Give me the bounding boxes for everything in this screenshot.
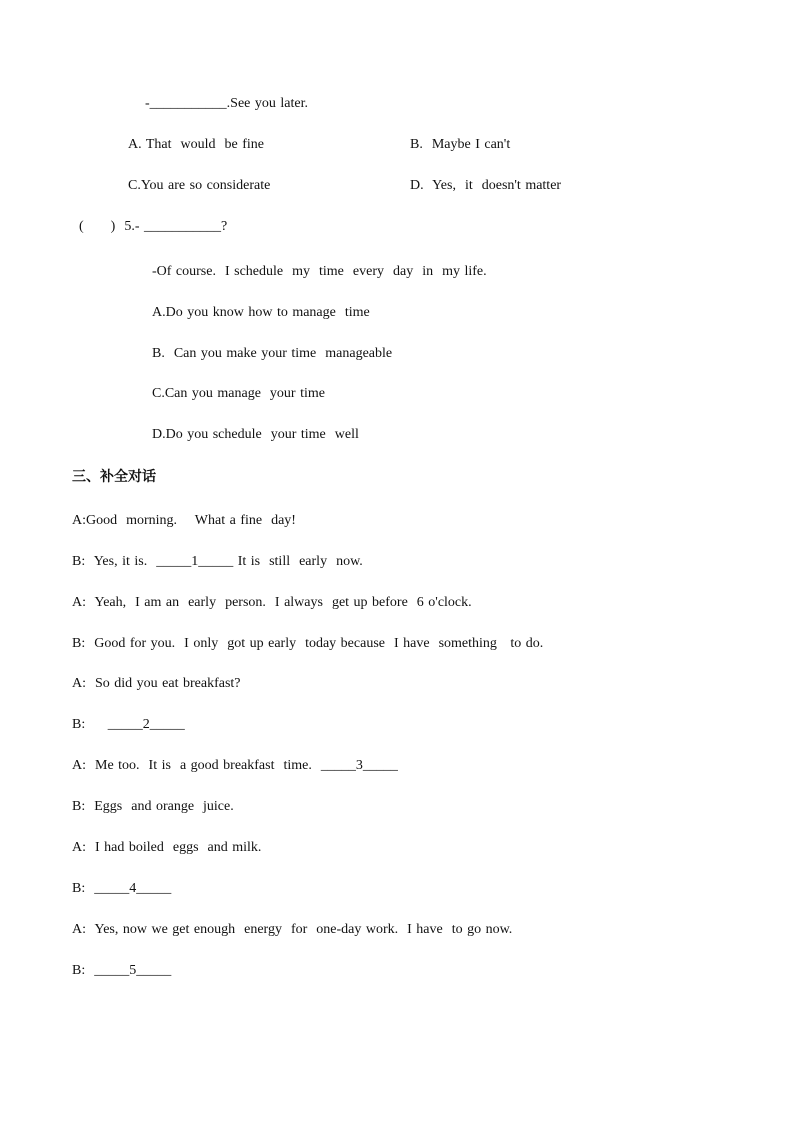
dialogue-line: B: Good for you. I only got up early today because I have something to do. (72, 636, 544, 651)
q4-reply: -___________.See you later. (145, 96, 308, 111)
dialogue-line: A: Yes, now we get enough energy for one-day work. I have to go now. (72, 922, 513, 937)
q4-option-b: B. Maybe I can't (410, 137, 511, 152)
dialogue-line: A: I had boiled eggs and milk. (72, 840, 262, 855)
dialogue-line: B: Eggs and orange juice. (72, 799, 234, 814)
dialogue-line: A: Yeah, I am an early person. I always get up before 6 o'clock. (72, 595, 472, 610)
dialogue-line: B: _____5_____ (72, 963, 172, 978)
section-heading: 三、补全对话 (72, 469, 156, 485)
dialogue-line: A:Good morning. What a fine day! (72, 513, 296, 528)
q5-option-b: B. Can you make your time manageable (152, 346, 393, 361)
q5-reply: -Of course. I schedule my time every day in my life. (152, 264, 487, 279)
q5-option-d: D.Do you schedule your time well (152, 427, 359, 442)
q4-option-a: A. That would be fine (128, 137, 264, 152)
q4-option-c: C.You are so considerate (128, 178, 271, 193)
q5-stem: ( ) 5.- ___________? (79, 219, 228, 234)
dialogue-line: B: _____2_____ (72, 717, 185, 732)
q4-option-d: D. Yes, it doesn't matter (410, 178, 562, 193)
q5-option-c: C.Can you manage your time (152, 386, 325, 401)
dialogue-line: A: Me too. It is a good breakfast time. _____3_____ (72, 758, 398, 773)
dialogue-line: B: _____4_____ (72, 881, 172, 896)
dialogue-line: A: So did you eat breakfast? (72, 676, 241, 691)
q5-option-a: A.Do you know how to manage time (152, 305, 370, 320)
dialogue-line: B: Yes, it is. _____1_____ It is still early now. (72, 554, 363, 569)
